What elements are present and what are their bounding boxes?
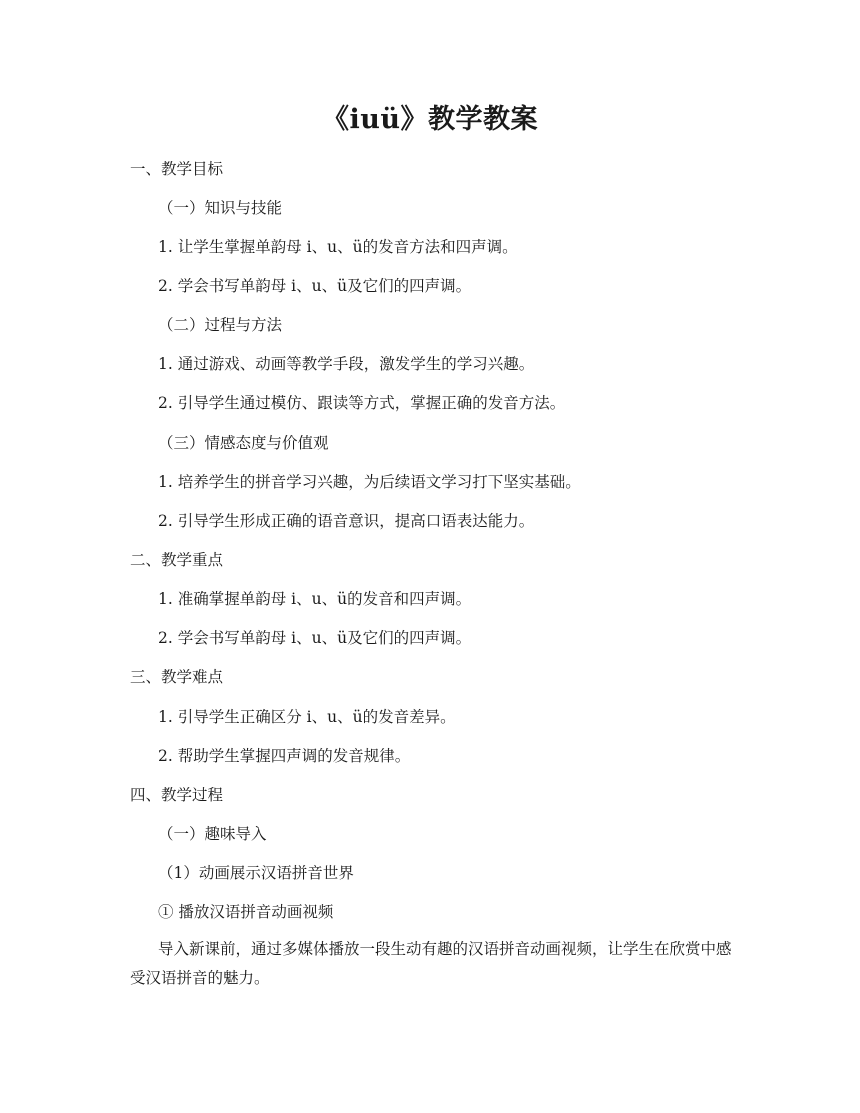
list-item: 1. 准确掌握单韵母 i、u、ü的发音和四声调。 — [158, 590, 472, 608]
subsection-heading-knowledge: （一）知识与技能 — [158, 199, 283, 217]
list-item: 1. 培养学生的拼音学习兴趣，为后续语文学习打下坚实基础。 — [158, 473, 581, 491]
list-item: 1. 引导学生正确区分 i、u、ü的发音差异。 — [158, 708, 456, 726]
body-paragraph: 导入新课前，通过多媒体播放一段生动有趣的汉语拼音动画视频，让学生在欣赏中感受汉语拼音的魅力。 — [130, 940, 732, 987]
subsection-heading-attitude: （三）情感态度与价值观 — [158, 434, 329, 452]
section-heading-key-points: 二、教学重点 — [130, 551, 224, 569]
list-item: 2. 帮助学生掌握四声调的发音规律。 — [158, 747, 411, 765]
list-item: 1. 让学生掌握单韵母 i、u、ü的发音方法和四声调。 — [158, 238, 518, 256]
list-item: 2. 引导学生形成正确的语音意识，提高口语表达能力。 — [158, 512, 535, 530]
section-heading-process-steps: 四、教学过程 — [130, 786, 224, 804]
list-item: 1. 通过游戏、动画等教学手段，激发学生的学习兴趣。 — [158, 355, 535, 373]
list-item: 2. 学会书写单韵母 i、u、ü及它们的四声调。 — [158, 277, 472, 295]
subsection-heading-process: （二）过程与方法 — [158, 316, 283, 334]
subsection-heading-animation: （1）动画展示汉语拼音世界 — [158, 864, 354, 882]
section-heading-objectives: 一、教学目标 — [130, 160, 224, 178]
list-item: 2. 学会书写单韵母 i、u、ü及它们的四声调。 — [158, 629, 472, 647]
document-title: 《iuü》教学教案 — [321, 104, 539, 135]
list-item: ① 播放汉语拼音动画视频 — [158, 903, 334, 921]
subsection-heading-intro: （一）趣味导入 — [158, 825, 267, 843]
list-item: 2. 引导学生通过模仿、跟读等方式，掌握正确的发音方法。 — [158, 394, 566, 412]
section-heading-difficulties: 三、教学难点 — [130, 668, 224, 686]
